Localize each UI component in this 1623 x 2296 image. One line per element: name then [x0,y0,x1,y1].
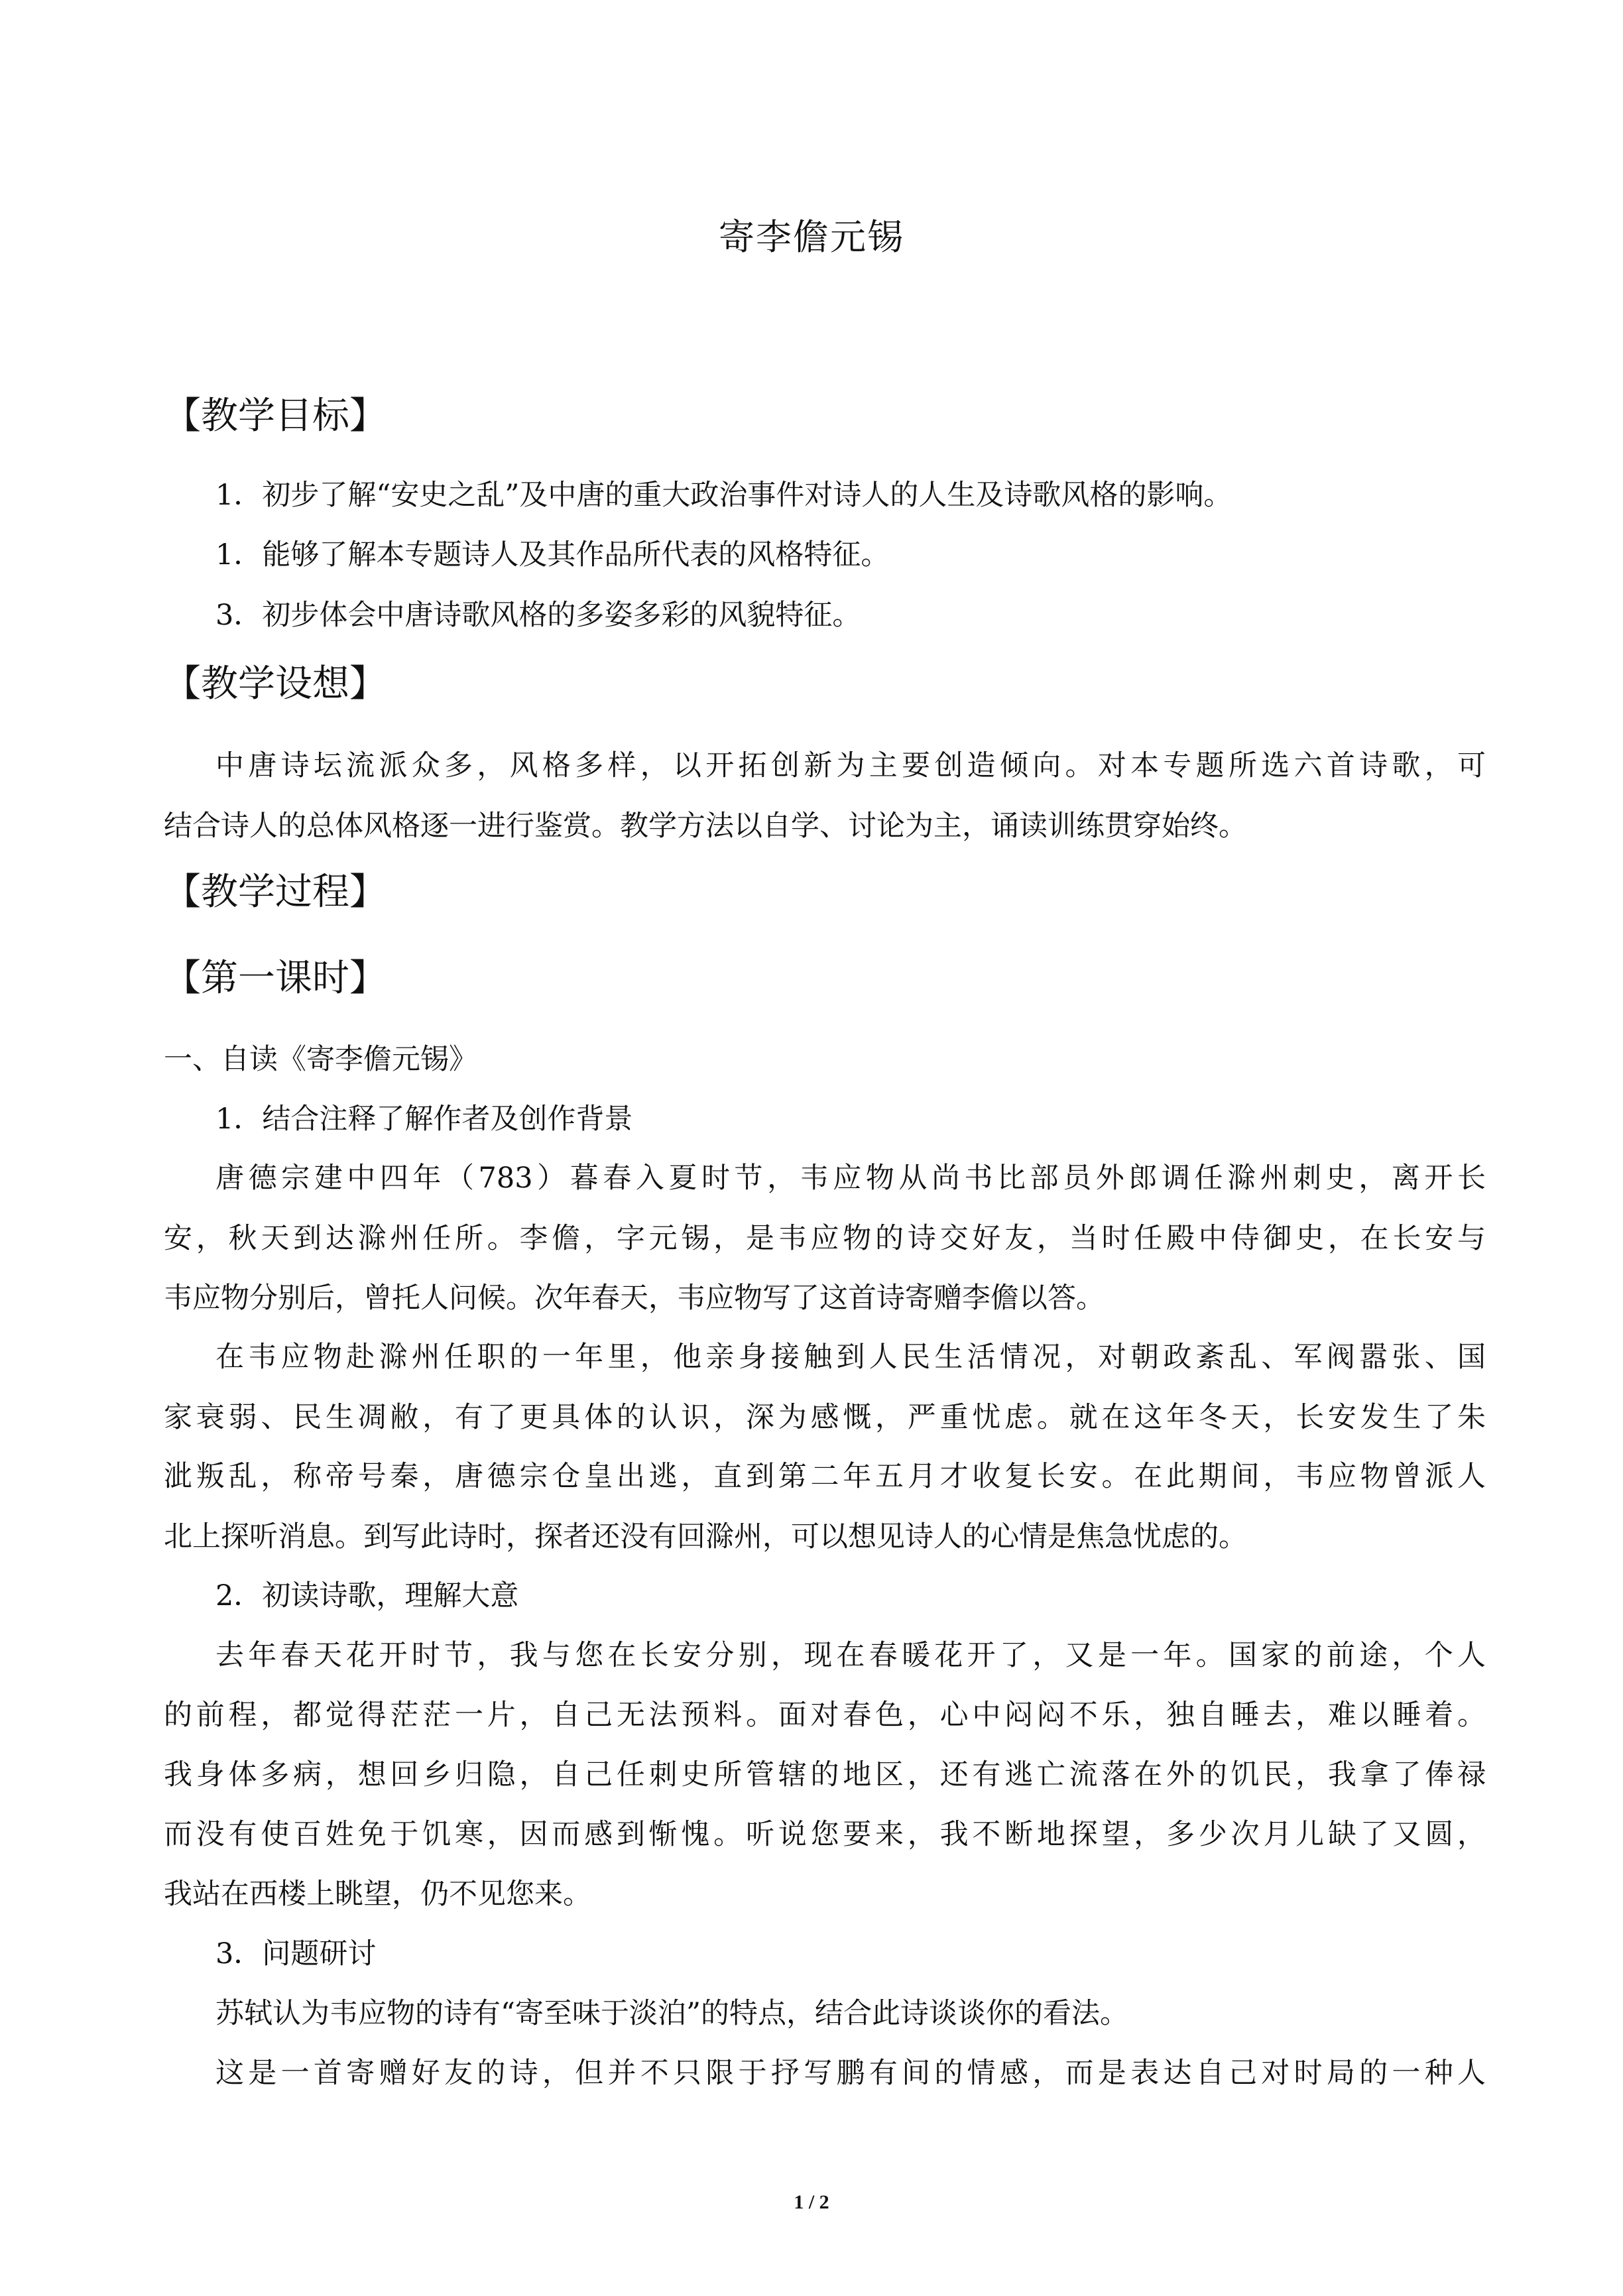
item-3-title: 3．问题研讨 [215,1937,377,1970]
meaning-para-line-2: 的前程，都觉得茫茫一片，自己无法预料。面对春色，心中闷闷不乐，独自睡去，难以睡着。 [164,1699,1486,1732]
background-para-1-line-2: 安，秋天到达滁州任所。李儋，字元锡，是韦应物的诗交好友，当时任殿中侍御史，在长安与 [164,1222,1486,1255]
goal-item-3: 3．初步体会中唐诗歌风格的多姿多彩的风貌特征。 [215,599,861,632]
idea-line-1: 中唐诗坛流派众多，风格多样，以开拓创新为主要创造倾向。对本专题所选六首诗歌，可 [215,749,1486,782]
item-2-title: 2．初读诗歌，理解大意 [215,1579,519,1612]
goal-item-1: 1．初步了解“安史之乱”及中唐的重大政治事件对诗人的人生及诗歌风格的影响。 [215,479,1232,512]
meaning-para-line-5: 我站在西楼上眺望，仍不见您来。 [164,1878,591,1911]
heading-teaching-idea: 【教学设想】 [164,662,387,705]
background-para-2-line-3: 泚叛乱，称帝号秦，唐德宗仓皇出逃，直到第二年五月才收复长安。在此期间，韦应物曾派人 [164,1460,1486,1493]
item-3-answer-start: 这是一首寄赠好友的诗，但并不只限于抒写鹏有间的情感，而是表达自己对时局的一种人 [215,2057,1486,2090]
item-1-title: 1．结合注释了解作者及创作背景 [215,1103,633,1136]
document-title: 寄李儋元锡 [719,216,904,258]
background-para-2-line-1: 在韦应物赴滁州任职的一年里，他亲身接触到人民生活情况，对朝政紊乱、军阀嚣张、国 [215,1341,1486,1374]
item-3-question: 苏轼认为韦应物的诗有“寄至味于淡泊”的特点，结合此诗谈谈你的看法。 [215,1997,1128,2030]
heading-first-lesson: 【第一课时】 [164,957,387,1000]
meaning-para-line-1: 去年春天花开时节，我与您在长安分别，现在春暖花开了，又是一年。国家的前途，个人 [215,1639,1486,1672]
meaning-para-line-4: 而没有使百姓免于饥寒，因而感到惭愧。听说您要来，我不断地探望，多少次月儿缺了又圆， [164,1818,1486,1851]
goal-item-2: 1．能够了解本专题诗人及其作品所代表的风格特征。 [215,538,890,572]
heading-teaching-process: 【教学过程】 [164,871,387,914]
meaning-para-line-3: 我身体多病，想回乡归隐，自己任刺史所管辖的地区，还有逃亡流落在外的饥民，我拿了俸禄 [164,1758,1486,1791]
background-para-2-line-2: 家衰弱、民生凋敝，有了更具体的认识，深为感慨，严重忧虑。就在这年冬天，长安发生了朱 [164,1401,1486,1434]
background-para-2-line-4: 北上探听消息。到写此诗时，探者还没有回滁州，可以想见诗人的心情是焦急忧虑的。 [164,1520,1247,1553]
background-para-1-line-3: 韦应物分别后，曾托人问候。次年春天，韦应物写了这首诗寄赠李儋以答。 [164,1282,1105,1315]
idea-line-2: 结合诗人的总体风格逐一进行鉴赏。教学方法以自学、讨论为主，诵读训练贯穿始终。 [164,810,1247,843]
background-para-1-line-1: 唐德宗建中四年（783）暮春入夏时节，韦应物从尚书比部员外郎调任滁州刺史，离开长 [215,1162,1486,1195]
page-number: 1 / 2 [794,2191,829,2213]
part-1-title: 一、自读《寄李儋元锡》 [164,1043,477,1076]
heading-teaching-goals: 【教学目标】 [164,394,387,438]
